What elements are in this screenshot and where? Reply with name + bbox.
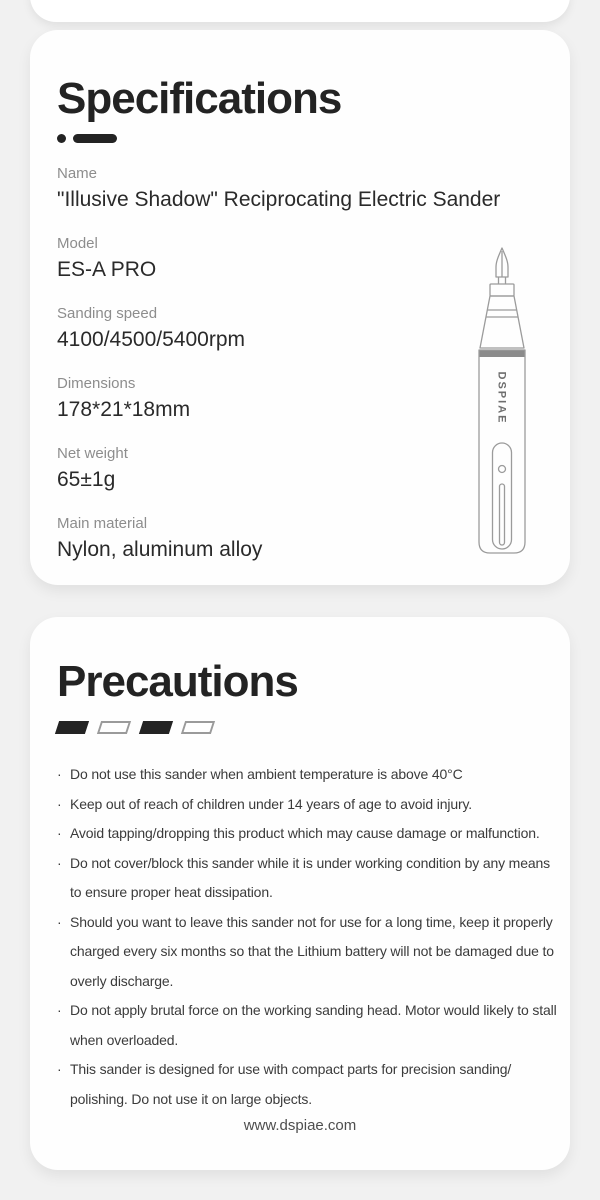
- spec-label: Sanding speed: [57, 305, 158, 322]
- precaution-item: [57, 760, 565, 790]
- bullet-dot: ·: [57, 913, 62, 930]
- spec-label: Net weight: [57, 445, 128, 462]
- power-led-dot: [499, 466, 506, 473]
- brand-logo-text: DSPIAE: [495, 371, 508, 425]
- spec-field-dimensions: [57, 374, 457, 423]
- precaution-text: Keep out of reach of children under 14 years of age to avoid injury.: [70, 795, 473, 812]
- spec-field-sanding-speed: [57, 304, 457, 353]
- website-url: www.dspiae.com: [243, 1117, 357, 1134]
- title-underline-decor: [57, 134, 560, 143]
- precaution-text: Should you want to leave this sander not for use for a long time, keep it properly charged every six months so that the Lithium battery will not be damaged due to overly discharge.: [70, 913, 554, 989]
- spec-value: 4100/4500/5400rpm: [57, 328, 245, 351]
- precaution-item: [57, 1055, 565, 1114]
- sanding-tip-icon: [496, 248, 508, 284]
- bullet-dot: ·: [57, 1002, 62, 1018]
- spec-value: 178*21*18mm: [57, 398, 191, 421]
- bullet-dot: ·: [57, 825, 62, 841]
- specifications-card: [30, 30, 570, 585]
- decor-parallelogram-filled: [139, 721, 173, 734]
- precaution-text: Avoid tapping/dropping this product which may cause damage or malfunction.: [70, 825, 540, 841]
- bullet-dot: ·: [57, 766, 62, 782]
- precaution-text: Do not cover/block this sander while it is under working condition by any means to ensure proper heat dissipation.: [70, 854, 550, 900]
- spec-value: ES-A PRO: [57, 258, 157, 281]
- spec-field-model: [57, 234, 457, 283]
- precaution-list: [57, 760, 565, 1114]
- precaution-item: [57, 849, 565, 908]
- precautions-card: [30, 617, 570, 1170]
- title-parallelogram-decor: [57, 721, 560, 734]
- bullet-dot: ·: [57, 1061, 62, 1077]
- spec-label: Main material: [57, 515, 148, 532]
- underline-dash: [73, 134, 117, 143]
- spec-label: Name: [57, 165, 98, 182]
- spec-value: Nylon, aluminum alloy: [57, 538, 263, 561]
- pen-neck: [480, 284, 524, 348]
- precaution-item: [57, 819, 565, 849]
- spec-value: "Illusive Shadow" Reciprocating Electric Sander: [57, 188, 501, 211]
- product-illustration: [450, 243, 550, 563]
- previous-card-bottom-edge: [30, 0, 570, 22]
- precautions-title: Precautions: [57, 657, 298, 706]
- spec-field-main-material: [57, 514, 457, 563]
- decor-parallelogram-filled: [55, 721, 89, 734]
- precaution-text: Do not apply brutal force on the working sanding head. Motor would likely to stall when overloaded.: [70, 1002, 557, 1048]
- spec-field-net-weight: [57, 444, 457, 493]
- specifications-title: Specifications: [57, 74, 342, 123]
- spec-value: 65±1g: [57, 468, 116, 491]
- precaution-text: This sander is designed for use with compact parts for precision sanding/ polishing. Do not use it on large objects.: [70, 1061, 512, 1107]
- spec-field-name: [57, 164, 501, 213]
- slider-slot: [500, 484, 505, 545]
- decor-parallelogram-outline: [181, 721, 215, 734]
- precaution-item: [57, 790, 565, 820]
- switch-panel: [493, 443, 512, 549]
- decor-parallelogram-outline: [97, 721, 131, 734]
- bullet-dot: ·: [57, 854, 62, 871]
- spec-label: Model: [57, 235, 98, 252]
- underline-dot: [57, 134, 66, 143]
- spec-field-list: [57, 164, 501, 563]
- precaution-item: [57, 996, 565, 1055]
- spec-label: Dimensions: [57, 375, 136, 392]
- precaution-item: [57, 908, 565, 997]
- bullet-dot: ·: [57, 795, 62, 812]
- precaution-text: Do not use this sander when ambient temperature is above 40°C: [70, 766, 463, 782]
